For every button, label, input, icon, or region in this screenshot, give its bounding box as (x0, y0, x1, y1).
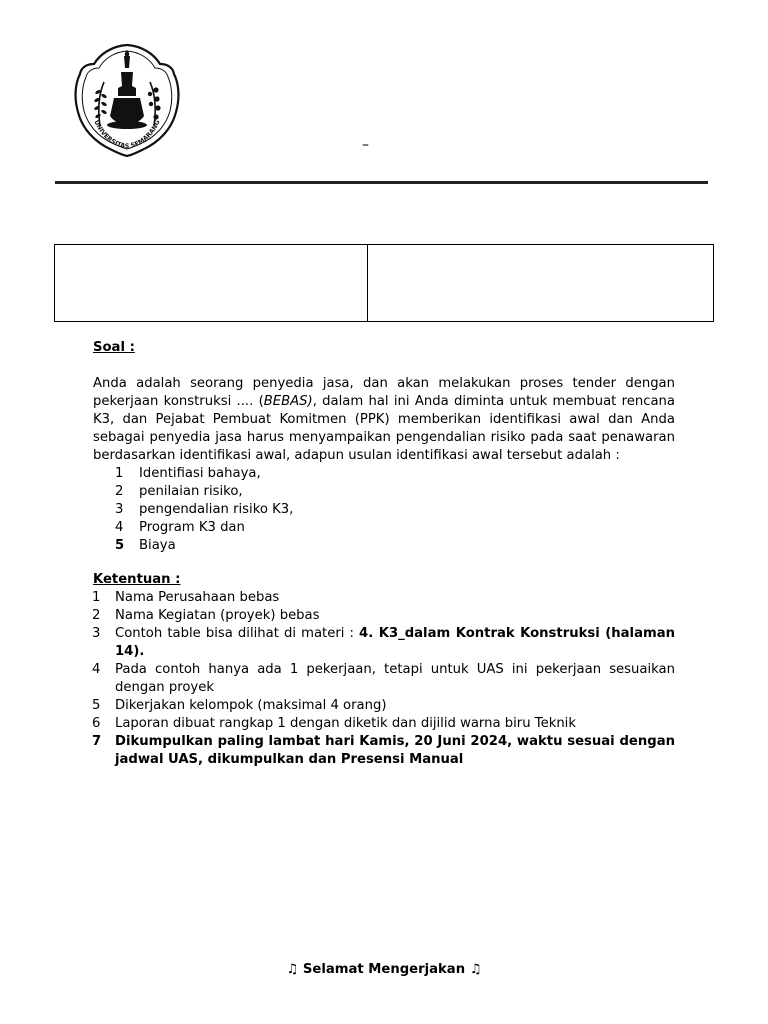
university-emblem-icon (72, 42, 182, 157)
identity-table-right-cell (368, 245, 713, 321)
list-item (92, 625, 675, 661)
list-item-text: Contoh table bisa dilihat di materi : (115, 626, 360, 641)
material-reference: 4. K3_dalam Kontrak Konstruksi (halaman 14). (115, 626, 675, 659)
list-item-number: 3 (92, 626, 101, 641)
list-item-number: 7 (92, 734, 102, 749)
soal-intro-em: BEBAS) (263, 394, 313, 409)
list-item-number: 5 (92, 698, 101, 713)
list-item-text: Pada contoh hanya ada 1 pekerjaan, tetapi untuk UAS ini pekerjaan sesuaikan dengan proyek (115, 662, 675, 695)
list-item (93, 483, 675, 501)
list-item (92, 589, 675, 607)
list-item (93, 537, 675, 555)
list-item-number: 3 (115, 502, 124, 517)
list-item-number: 4 (115, 520, 124, 535)
list-item (92, 715, 675, 733)
list-item-number: 1 (92, 590, 101, 605)
deadline-text: Dikumpulkan paling lambat hari Kamis, 20 Juni 2024, waktu sesuai dengan jadwal UAS, dikumpulkan dan Presensi Manual (115, 734, 675, 767)
soal-heading: Soal : (93, 340, 135, 355)
header-rule (55, 181, 708, 184)
list-item-text: Program K3 dan (139, 520, 245, 535)
list-item (93, 519, 675, 537)
soal-list (93, 465, 675, 555)
soal-intro (93, 375, 675, 465)
list-item (92, 697, 675, 715)
emblem-arc-text: UNIVERSITAS SEMARANG (92, 119, 162, 151)
list-item-text: pengendalian risiko K3, (139, 502, 294, 517)
list-item (92, 733, 675, 769)
list-item-text: Nama Kegiatan (proyek) bebas (115, 608, 320, 623)
closing-message: ♫ Selamat Mengerjakan ♫ (286, 962, 482, 977)
list-item-number: 5 (115, 538, 125, 553)
ketentuan-heading: Ketentuan : (93, 572, 181, 587)
header-dash: – (362, 137, 369, 153)
ketentuan-section (93, 571, 675, 769)
list-item (92, 607, 675, 625)
list-item-number: 6 (92, 716, 101, 731)
list-item-number: 4 (92, 662, 101, 677)
list-item-text-wrap (115, 625, 675, 661)
list-item (92, 661, 675, 697)
list-item-number: 2 (115, 484, 124, 499)
list-item (93, 465, 675, 483)
list-item-number: 1 (115, 466, 124, 481)
soal-intro-text-1: Anda adalah seorang penyedia jasa, dan akan melakukan proses tender dengan pekerjaan konstruksi .... ( (93, 376, 675, 409)
list-item-text: Dikerjakan kelompok (maksimal 4 orang) (115, 698, 387, 713)
list-item-text: Laporan dibuat rangkap 1 dengan diketik dan dijilid warna biru Teknik (115, 716, 576, 731)
soal-section (93, 339, 675, 555)
list-item (93, 501, 675, 519)
list-item-text: Nama Perusahaan bebas (115, 590, 280, 605)
identity-table (54, 244, 714, 322)
list-item-number: 2 (92, 608, 101, 623)
list-item-text: penilaian risiko, (139, 484, 243, 499)
identity-table-left-cell (55, 245, 368, 321)
soal-intro-text-2: , dalam hal ini Anda diminta untuk membuat rencana K3, dan Pejabat Pembuat Komitmen (PPK) memberikan identifikasi awal dan Anda sebagai penyedia jasa harus menyampaikan pengendalian risiko pada saat penawaran berdasarkan identifikasi awal, adapun usulan identifikasi awal tersebut adalah : (93, 394, 675, 463)
university-logo (72, 42, 182, 157)
list-item-text: Biaya (139, 538, 176, 553)
list-item-text: Identifiasi bahaya, (139, 466, 261, 481)
ketentuan-list (92, 589, 675, 769)
